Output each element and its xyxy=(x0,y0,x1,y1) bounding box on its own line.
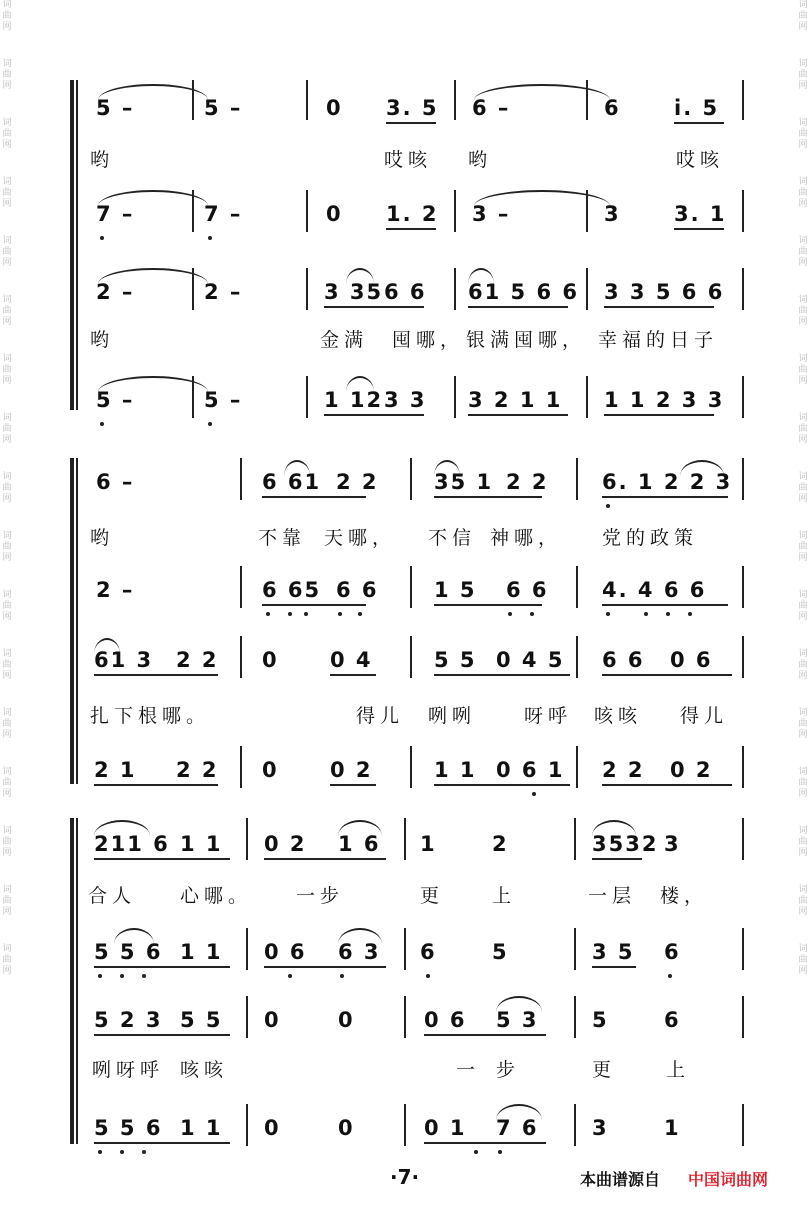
watermark-char: 曲 xyxy=(2,896,12,906)
watermark-char: 曲 xyxy=(798,483,808,493)
lyric-text: 扎下根哪。 xyxy=(90,705,211,727)
note-group: 0 xyxy=(326,202,343,226)
watermark-char: 词 xyxy=(798,177,808,187)
note-group: 0 4 xyxy=(330,648,373,672)
watermark-char: 网 xyxy=(2,258,12,268)
tenor-notes-row xyxy=(76,274,756,310)
note-group: 5 2 3 xyxy=(94,1008,163,1032)
watermark-char: 曲 xyxy=(2,483,12,493)
watermark-char: 曲 xyxy=(2,306,12,316)
lyric-text: 天哪， xyxy=(324,527,397,549)
watermark-char: 曲 xyxy=(2,837,12,847)
lyric-text: 一层 xyxy=(588,885,637,907)
note-group: 0 6 xyxy=(424,1008,467,1032)
watermark-char: 曲 xyxy=(798,188,808,198)
note-group: 0 xyxy=(262,648,279,672)
note-group: 0 xyxy=(264,1116,281,1140)
lyric-text: 哟 xyxy=(468,149,493,171)
bass-notes-row xyxy=(76,382,756,418)
lyric-text: 上 xyxy=(492,885,517,907)
watermark-char: 词 xyxy=(2,767,12,777)
note-group: 5 – xyxy=(96,96,135,120)
note-group: 6 3 xyxy=(338,940,381,964)
lyric-text: 幸福的日子 xyxy=(598,329,719,351)
note-group: 2 – xyxy=(204,280,243,304)
lyrics-row xyxy=(76,1052,756,1088)
note-group: 1 xyxy=(420,832,437,856)
lyric-text: 得儿 xyxy=(356,705,405,727)
watermark-char: 网 xyxy=(2,81,12,91)
note-group: 2 xyxy=(492,832,509,856)
lyric-text: 上 xyxy=(666,1059,691,1081)
watermark-char: 词 xyxy=(798,59,808,69)
watermark-char: 曲 xyxy=(2,129,12,139)
page-footer xyxy=(0,1165,810,1201)
note-group: 5 – xyxy=(204,96,243,120)
lyric-text: 神哪， xyxy=(490,527,563,549)
note-group: 5 5 xyxy=(434,648,477,672)
watermark-char: 网 xyxy=(2,494,12,504)
note-group: 3 5 xyxy=(592,940,635,964)
note-group: 0 6 1 xyxy=(496,758,565,782)
watermark-left-edge xyxy=(0,0,14,1222)
bass-notes-row xyxy=(76,1110,756,1146)
watermark-char: 词 xyxy=(798,885,808,895)
lyric-text: 银满囤哪， xyxy=(466,329,587,351)
watermark-char: 曲 xyxy=(798,542,808,552)
note-group: 5 3 xyxy=(496,1008,539,1032)
source-credit: 本曲谱源自 xyxy=(580,1170,661,1189)
watermark-char: 词 xyxy=(798,236,808,246)
lyric-text: 得儿 xyxy=(680,705,729,727)
watermark-char: 网 xyxy=(2,199,12,209)
lyrics-row xyxy=(76,142,756,178)
watermark-char: 词 xyxy=(2,59,12,69)
note-group: 0 6 xyxy=(264,940,307,964)
note-group: 2 2 xyxy=(506,470,549,494)
watermark-char: 曲 xyxy=(2,719,12,729)
lyric-text: 哟 xyxy=(90,149,115,171)
system-brace xyxy=(70,80,78,410)
note-group: 3 35 xyxy=(324,280,384,304)
note-group: 2 1 xyxy=(94,758,137,782)
watermark-char: 网 xyxy=(2,848,12,858)
watermark-char: 曲 xyxy=(798,837,808,847)
watermark-char: 网 xyxy=(2,789,12,799)
watermark-char: 网 xyxy=(798,140,808,150)
lyric-text: 哎咳 xyxy=(676,149,725,171)
watermark-char: 词 xyxy=(2,590,12,600)
lyric-text: 金满 xyxy=(320,329,369,351)
note-group: 6. 1 2 2 3 xyxy=(602,470,733,494)
note-group: 7 6 xyxy=(496,1116,539,1140)
watermark-char: 曲 xyxy=(2,542,12,552)
note-group: 0 xyxy=(338,1116,355,1140)
watermark-char: 网 xyxy=(798,376,808,386)
note-group: i. 5 xyxy=(674,96,720,120)
watermark-char: 曲 xyxy=(2,778,12,788)
note-group: 6 xyxy=(604,96,621,120)
lyric-text: 咳咳 xyxy=(180,1059,229,1081)
watermark-char: 网 xyxy=(798,730,808,740)
note-group: 2 2 xyxy=(336,470,379,494)
note-group: 1 12 xyxy=(324,388,384,412)
lyrics-row xyxy=(76,520,756,556)
watermark-char: 网 xyxy=(2,907,12,917)
soprano-notes-row xyxy=(76,90,756,126)
watermark-char: 词 xyxy=(798,590,808,600)
watermark-char: 词 xyxy=(798,531,808,541)
lyric-text: 咧呀呼 xyxy=(92,1059,165,1081)
lyric-text: 更 xyxy=(420,885,445,907)
note-group: 1 1 xyxy=(434,758,477,782)
note-group: 0 1 xyxy=(424,1116,467,1140)
watermark-char: 词 xyxy=(798,708,808,718)
watermark-char: 曲 xyxy=(798,70,808,80)
score-system-3 xyxy=(76,818,756,1144)
note-group: 3 xyxy=(604,202,621,226)
lyric-text: 咧咧 xyxy=(428,705,477,727)
watermark-char: 词 xyxy=(2,177,12,187)
watermark-char: 网 xyxy=(2,966,12,976)
note-group: 0 2 xyxy=(670,758,713,782)
note-group: 6 61 xyxy=(262,470,322,494)
note-group: 3 3 5 6 6 xyxy=(604,280,725,304)
note-group: 1. 2 xyxy=(386,202,439,226)
note-group: 3 3 xyxy=(384,388,427,412)
watermark-char: 网 xyxy=(2,140,12,150)
lyrics-row xyxy=(76,698,756,734)
watermark-char: 词 xyxy=(2,295,12,305)
watermark-char: 网 xyxy=(2,730,12,740)
note-group: 0 xyxy=(326,96,343,120)
watermark-char: 曲 xyxy=(798,365,808,375)
watermark-char: 网 xyxy=(798,907,808,917)
watermark-char: 词 xyxy=(798,0,808,10)
note-group: 6 xyxy=(664,940,681,964)
note-group: 6 xyxy=(420,940,437,964)
lyric-text: 囤哪， xyxy=(392,329,465,351)
note-group: 6 – xyxy=(96,470,135,494)
watermark-char: 词 xyxy=(2,0,12,10)
watermark-char: 词 xyxy=(2,236,12,246)
watermark-char: 曲 xyxy=(2,11,12,21)
watermark-char: 曲 xyxy=(798,424,808,434)
lyric-text: 心哪。 xyxy=(180,885,253,907)
lyric-text: 党的政策 xyxy=(602,527,699,549)
note-group: 2 – xyxy=(96,578,135,602)
alto-notes-row xyxy=(76,196,756,232)
watermark-char: 词 xyxy=(798,944,808,954)
note-group: 3 – xyxy=(472,202,511,226)
watermark-char: 曲 xyxy=(798,601,808,611)
lyrics-row xyxy=(76,322,756,358)
note-group: 61 5 6 6 xyxy=(468,280,579,304)
note-group: 0 xyxy=(338,1008,355,1032)
alto-notes-row xyxy=(76,934,756,970)
watermark-char: 词 xyxy=(798,826,808,836)
lyric-text: 更 xyxy=(592,1059,617,1081)
note-group: 1 xyxy=(664,1116,681,1140)
note-group: 3. 5 xyxy=(386,96,439,120)
score-system-1 xyxy=(76,80,756,410)
note-group: 0 2 xyxy=(264,832,307,856)
watermark-char: 词 xyxy=(2,472,12,482)
lyric-text: 楼， xyxy=(660,885,709,907)
watermark-char: 网 xyxy=(2,435,12,445)
note-group: 3532 xyxy=(592,832,659,856)
lyric-text: 咳咳 xyxy=(594,705,643,727)
watermark-char: 词 xyxy=(2,531,12,541)
watermark-char: 词 xyxy=(798,767,808,777)
watermark-char: 网 xyxy=(798,553,808,563)
note-group: 61 3 xyxy=(94,648,154,672)
watermark-char: 网 xyxy=(798,966,808,976)
watermark-char: 词 xyxy=(2,708,12,718)
lyric-text: 不信 xyxy=(428,527,477,549)
note-group: 5 – xyxy=(204,388,243,412)
note-group: 6 6 xyxy=(506,578,549,602)
lyric-text: 哟 xyxy=(90,527,115,549)
note-group: 1 1 xyxy=(180,1116,223,1140)
note-group: 7 – xyxy=(96,202,135,226)
watermark-char: 网 xyxy=(2,317,12,327)
note-group: 1 5 xyxy=(434,578,477,602)
watermark-char: 词 xyxy=(2,885,12,895)
lyric-text: 一 xyxy=(456,1059,481,1081)
watermark-char: 词 xyxy=(798,472,808,482)
note-group: 0 xyxy=(264,1008,281,1032)
note-group: 2 2 xyxy=(176,758,219,782)
lyric-text: 步 xyxy=(496,1059,521,1081)
note-group: 1 1 2 3 3 xyxy=(604,388,725,412)
watermark-char: 词 xyxy=(798,413,808,423)
watermark-char: 词 xyxy=(798,354,808,364)
watermark-right-edge xyxy=(796,0,810,1222)
note-group: 3 2 1 1 xyxy=(468,388,563,412)
note-group: 4. 4 6 6 xyxy=(602,578,707,602)
watermark-char: 词 xyxy=(2,118,12,128)
note-group: 7 – xyxy=(204,202,243,226)
watermark-char: 曲 xyxy=(798,955,808,965)
page-number: ·7· xyxy=(390,1165,420,1189)
note-group: 3. 1 xyxy=(674,202,727,226)
watermark-char: 曲 xyxy=(2,660,12,670)
note-group: 2 2 xyxy=(176,648,219,672)
watermark-char: 词 xyxy=(2,649,12,659)
watermark-char: 曲 xyxy=(798,11,808,21)
soprano-notes-row xyxy=(76,826,756,862)
note-group: 5 xyxy=(592,1008,609,1032)
bass-notes-row xyxy=(76,752,756,788)
note-group: 5 5 6 xyxy=(94,940,163,964)
watermark-char: 曲 xyxy=(2,247,12,257)
watermark-char: 曲 xyxy=(2,70,12,80)
tenor-notes-row xyxy=(76,642,756,678)
watermark-char: 词 xyxy=(2,944,12,954)
watermark-char: 网 xyxy=(798,258,808,268)
score-system-2 xyxy=(76,458,756,784)
note-group: 0 6 xyxy=(670,648,713,672)
system-brace xyxy=(70,458,78,784)
watermark-char: 网 xyxy=(798,81,808,91)
lyric-text: 哎咳 xyxy=(384,149,433,171)
watermark-char: 曲 xyxy=(2,365,12,375)
watermark-char: 曲 xyxy=(798,129,808,139)
note-group: 5 5 xyxy=(180,1008,223,1032)
lyric-text: 不靠 xyxy=(258,527,307,549)
note-group: 1 1 xyxy=(180,940,223,964)
watermark-char: 曲 xyxy=(798,247,808,257)
lyrics-row xyxy=(76,878,756,914)
watermark-char: 曲 xyxy=(2,955,12,965)
site-link[interactable]: 中国词曲网 xyxy=(688,1170,769,1189)
watermark-char: 网 xyxy=(798,789,808,799)
watermark-char: 曲 xyxy=(798,896,808,906)
watermark-char: 词 xyxy=(2,354,12,364)
watermark-char: 曲 xyxy=(798,778,808,788)
note-group: 6 6 xyxy=(384,280,427,304)
soprano-notes-row xyxy=(76,464,756,500)
lyric-text: 一步 xyxy=(296,885,345,907)
note-group: 5 xyxy=(492,940,509,964)
watermark-char: 网 xyxy=(798,199,808,209)
note-group: 6 6 xyxy=(336,578,379,602)
note-group: 6 6 xyxy=(602,648,645,672)
note-group: 3 xyxy=(664,832,681,856)
note-group: 5 – xyxy=(96,388,135,412)
watermark-char: 网 xyxy=(798,435,808,445)
watermark-char: 词 xyxy=(798,649,808,659)
watermark-char: 网 xyxy=(798,22,808,32)
note-group: 6 xyxy=(664,1008,681,1032)
note-group: 0 xyxy=(262,758,279,782)
watermark-char: 曲 xyxy=(2,188,12,198)
watermark-char: 网 xyxy=(2,376,12,386)
note-group: 6 – xyxy=(472,96,511,120)
watermark-char: 词 xyxy=(798,118,808,128)
lyric-text: 合人 xyxy=(88,885,137,907)
note-group: 1 1 xyxy=(180,832,223,856)
note-group: 6 65 xyxy=(262,578,322,602)
watermark-char: 曲 xyxy=(2,601,12,611)
watermark-char: 曲 xyxy=(798,660,808,670)
watermark-char: 网 xyxy=(2,671,12,681)
note-group: 35 1 xyxy=(434,470,494,494)
note-group: 2 – xyxy=(96,280,135,304)
watermark-char: 网 xyxy=(798,317,808,327)
alto-notes-row xyxy=(76,572,756,608)
system-brace xyxy=(70,818,78,1144)
watermark-char: 网 xyxy=(798,671,808,681)
watermark-char: 网 xyxy=(798,612,808,622)
note-group: 1 6 xyxy=(338,832,381,856)
note-group: 0 2 xyxy=(330,758,373,782)
watermark-char: 曲 xyxy=(2,424,12,434)
note-group: 2 2 xyxy=(602,758,645,782)
watermark-char: 曲 xyxy=(798,719,808,729)
tenor-notes-row xyxy=(76,1002,756,1038)
watermark-char: 网 xyxy=(2,612,12,622)
note-group: 3 xyxy=(592,1116,609,1140)
note-group: 0 4 5 xyxy=(496,648,565,672)
lyric-text: 呀呼 xyxy=(524,705,573,727)
watermark-char: 词 xyxy=(2,826,12,836)
watermark-char: 网 xyxy=(798,848,808,858)
watermark-char: 网 xyxy=(798,494,808,504)
watermark-char: 曲 xyxy=(798,306,808,316)
watermark-char: 网 xyxy=(2,553,12,563)
note-group: 211 6 xyxy=(94,832,170,856)
lyric-text: 哟 xyxy=(90,329,115,351)
note-group: 5 5 6 xyxy=(94,1116,163,1140)
watermark-char: 词 xyxy=(2,413,12,423)
watermark-char: 词 xyxy=(798,295,808,305)
watermark-char: 网 xyxy=(2,22,12,32)
